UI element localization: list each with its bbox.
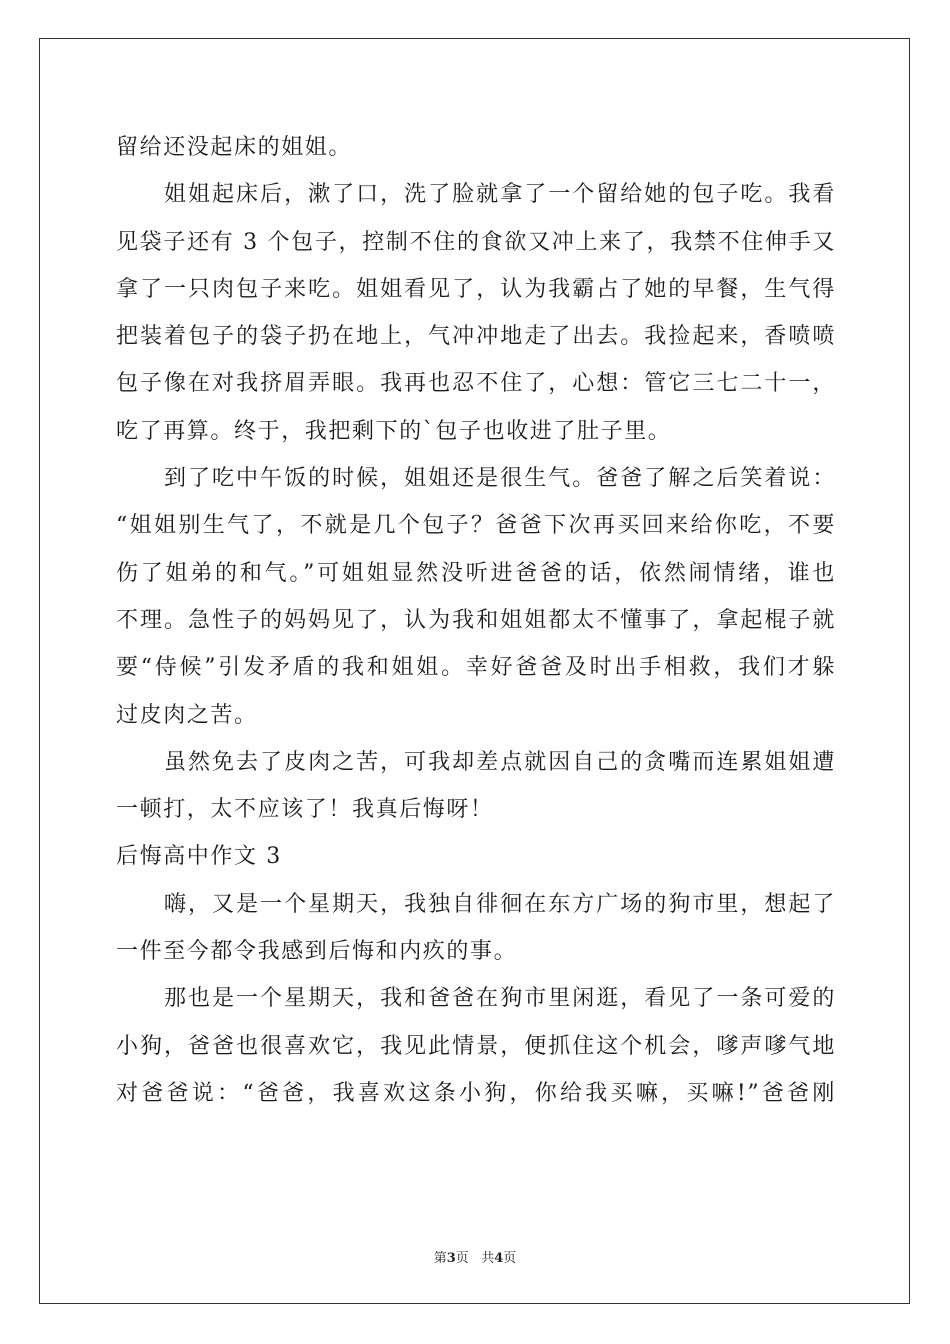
text-line: 把装着包子的袋子扔在地上，气冲冲地走了出去。我捡起来，香喷喷	[116, 324, 836, 350]
text-line: 过皮肉之苦。	[116, 702, 258, 728]
current-page-number: 3	[446, 1251, 456, 1266]
text-line: 一件至今都令我感到后悔和内疚的事。	[116, 939, 518, 965]
document-body	[116, 124, 836, 1117]
text-line: 拿了一只肉包子来吃。姐姐看见了，认为我霸占了她的早餐，生气得	[116, 276, 836, 302]
footer-prefix: 第	[433, 1251, 447, 1266]
text-line: 一顿打，太不应该了！我真后悔呀！	[116, 797, 494, 823]
paragraph-first-line: 虽然免去了皮肉之苦，可我却差点就因自己的贪嘴而连累姐姐遭	[164, 749, 836, 775]
text-line: “姐姐别生气了，不就是几个包子？爸爸下次再买回来给你吃，不要	[116, 513, 836, 539]
page-footer	[0, 1247, 950, 1266]
footer-total-suffix: 页	[503, 1251, 517, 1266]
text-line: 包子像在对我挤眉弄眼。我再也忍不住了，心想：管它三七二十一，	[116, 371, 836, 397]
section-heading: 后悔高中作文 3	[116, 844, 282, 870]
text-line: 对爸爸说：“爸爸，我喜欢这条小狗，你给我买嘛，买嘛!”爸爸刚	[116, 1080, 836, 1106]
paragraph-first-line: 姐姐起床后，漱了口，洗了脸就拿了一个留给她的包子吃。我看	[164, 182, 836, 208]
text-line: 伤了姐弟的和气。”可姐姐显然没听进爸爸的话，依然闹情绪，谁也	[116, 560, 836, 586]
text-line: 小狗，爸爸也很喜欢它，我见此情景，便抓住这个机会，嗲声嗲气地	[116, 1033, 836, 1059]
total-pages-number: 4	[494, 1251, 504, 1266]
text-line: 见袋子还有 3 个包子，控制不住的食欲又冲上来了，我禁不住伸手又	[116, 229, 836, 255]
text-line: 不理。急性子的妈妈见了，认为我和姐姐都太不懂事了，拿起棍子就	[116, 607, 836, 633]
footer-total-prefix: 共	[481, 1251, 495, 1266]
paragraph-first-line: 那也是一个星期天，我和爸爸在狗市里闲逛，看见了一条可爱的	[164, 986, 836, 1012]
paragraph-first-line: 到了吃中午饭的时候，姐姐还是很生气。爸爸了解之后笑着说：	[164, 466, 836, 492]
text-line: 要“侍候”引发矛盾的我和姐姐。幸好爸爸及时出手相救，我们才躲	[116, 655, 836, 681]
text-line: 留给还没起床的姐姐。	[116, 135, 353, 160]
text-line: 吃了再算。终于，我把剩下的`包子也收进了肚子里。	[116, 418, 672, 444]
paragraph-first-line: 嗨，又是一个星期天，我独自徘徊在东方广场的狗市里，想起了	[164, 891, 836, 917]
footer-page-suffix: 页	[455, 1251, 469, 1266]
